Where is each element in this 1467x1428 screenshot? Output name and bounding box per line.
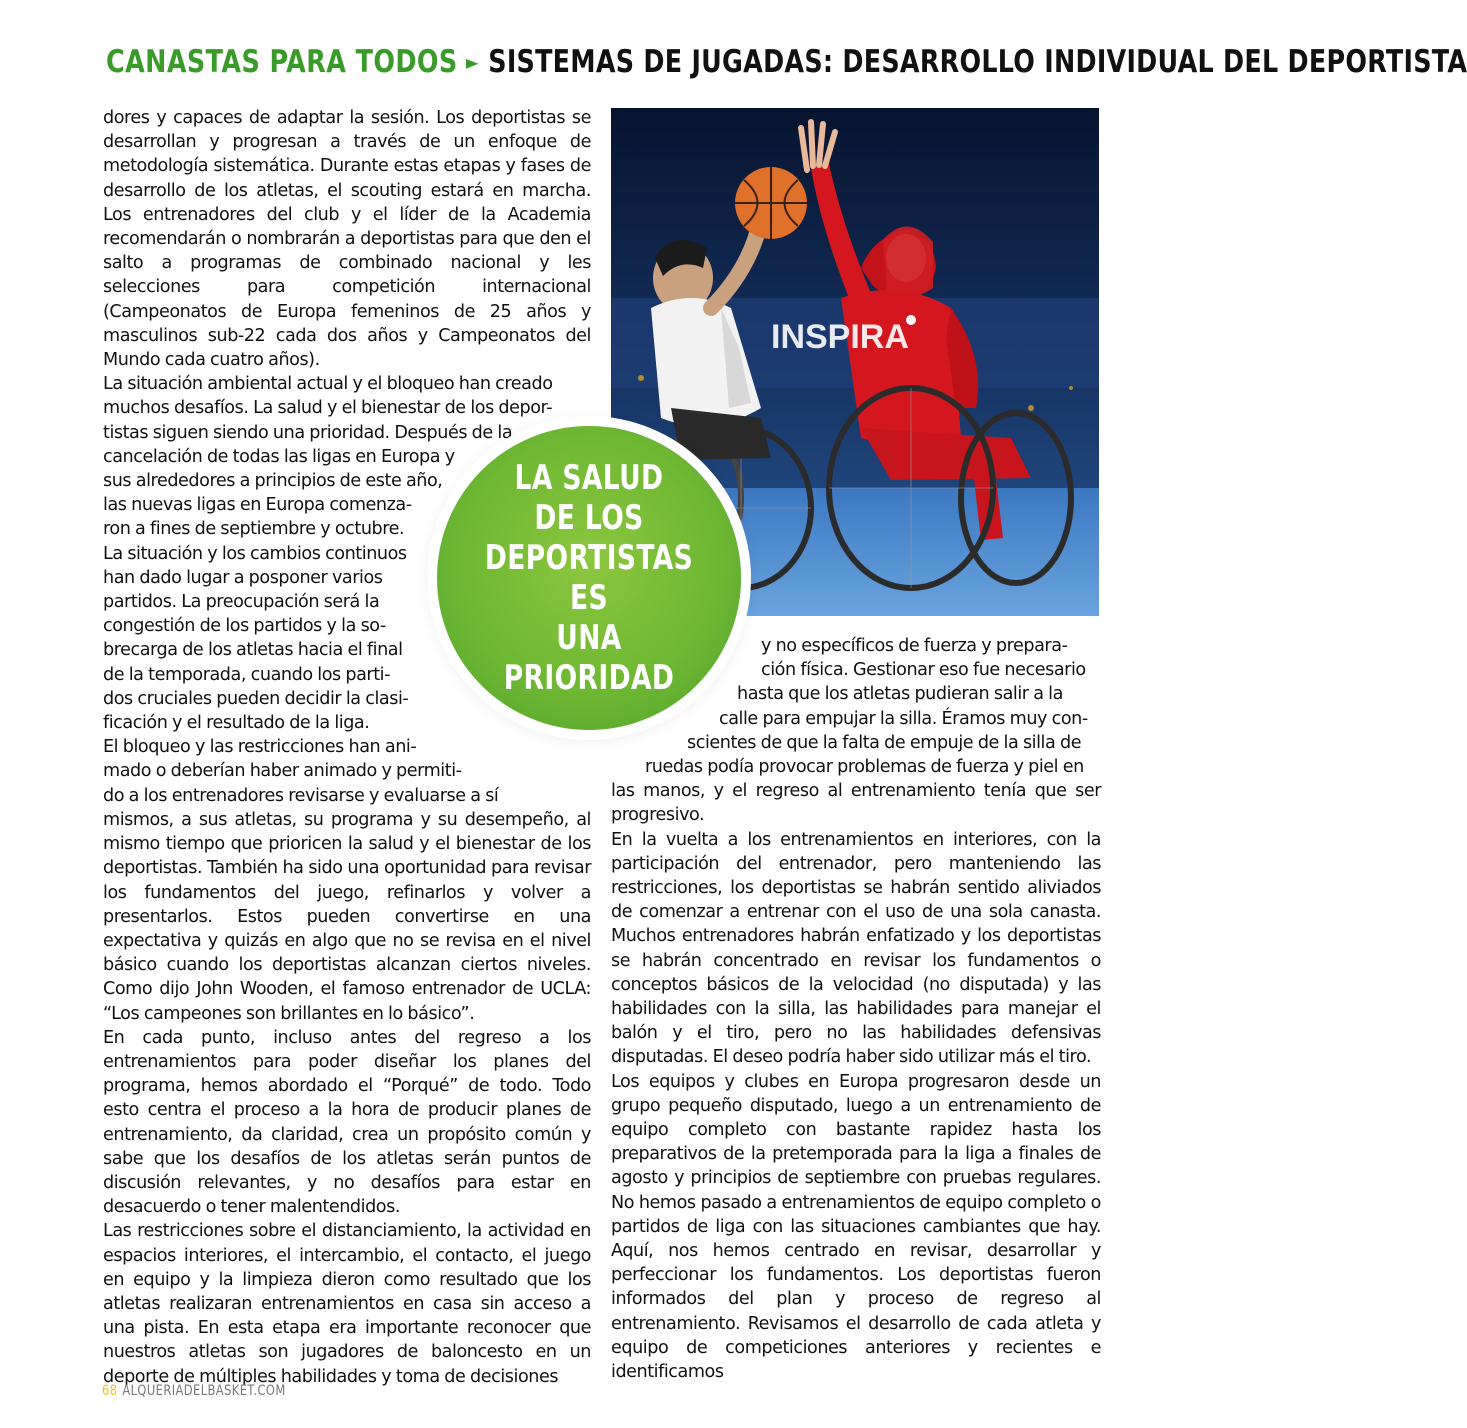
text-block: las manos, y el regreso al entrenamiento tenía que ser progresivo. bbox=[611, 781, 1101, 826]
text-line: congestión de los partidos y la so- bbox=[103, 616, 386, 637]
text-line: partidos. La preocupación será la bbox=[103, 592, 380, 613]
text-line: ficación y el resultado de la liga. bbox=[103, 713, 370, 734]
text-line: do a los entrenadores revisarse y evaluarse a sí bbox=[103, 785, 499, 806]
left-paragraph-6: Las restricciones sobre el distanciamiento, la actividad en espacios interiores, el intercambio, el contacto, el juego en equipo y la limpieza dieron como resultado que los atletas realizaran entrenamientos en casa sin acceso a una pista. En esta etapa era importante reconocer que nuestros atletas son jugadores de baloncesto en un deporte de múltiples habilidades y toma de decisiones bbox=[103, 1221, 591, 1387]
left-paragraph-5: En cada punto, incluso antes del regreso a los entrenamientos para poder diseñar los planes del programa, hemos abordado el “Porqué” de todo. Todo esto centra el proceso a la hora de producir planes de entrenamiento, da claridad, crea un propósito común y sabe que los desafíos de los atletas serán puntos de discusión relevantes, y no desafíos para estar en desacuerdo o tener malentendidos. bbox=[103, 1027, 591, 1218]
pull-quote-line: LA SALUD bbox=[514, 458, 664, 498]
text-line: las nuevas ligas en Europa comenza- bbox=[103, 495, 412, 516]
pull-quote-line: UNA PRIORIDAD bbox=[503, 618, 675, 698]
text-line: muchos desafíos. La salud y el bienestar de los depor- bbox=[103, 398, 553, 419]
text-line: de la temporada, cuando los parti- bbox=[103, 664, 390, 685]
text-line: La situación ambiental actual y el bloqueo han creado bbox=[103, 374, 553, 395]
right-paragraph-1 bbox=[611, 634, 1101, 828]
right-column bbox=[611, 634, 1101, 1384]
text-line: La situación y los cambios continuos bbox=[103, 543, 407, 564]
page-footer bbox=[102, 1383, 286, 1399]
banner-text: INSPIRA bbox=[771, 318, 909, 356]
text-block: mismos, a sus atletas, su programa y su desempeño, al mismo tiempo que prioricen la salud y el bienestar de los deportistas. También ha sido una oportunidad para revisar los fundamentos del juego, refinarlos y volver a presentarlos. Estos pueden convertirse en una expectativa y quizás en algo que no se revisa en el nivel básico cuando los deportistas alcanzan ciertos niveles. Como dijo John Wooden, el famoso entrenador de UCLA: “Los campeones son brillantes en lo básico”. bbox=[103, 809, 591, 1024]
text-line: dos cruciales pueden decidir la clasi- bbox=[103, 688, 409, 709]
right-paragraph-3: Los equipos y clubes en Europa progresaron desde un grupo pequeño disputado, luego a un entrenamiento de equipo completo con bastante rapidez hasta los preparativos de la pretemporada para la liga a finales de agosto y principios de septiembre con pruebas regulares. No hemos pasado a entrenamientos de equipo completo o partidos de liga con las situaciones cambiantes que hay. Aquí, nos hemos centrado en revisar, desarrollar y perfeccionar los fundamentos. Los deportistas fueron informados del plan y proceso de regreso al entrenamiento. Revisamos el desarrollo de cada atleta y equipo de competiciones anteriores y recientes e identificamos bbox=[611, 1071, 1101, 1383]
basketball-icon bbox=[735, 167, 807, 239]
left-column bbox=[103, 106, 591, 1389]
text-line: El bloqueo y las restricciones han ani- bbox=[103, 737, 417, 758]
text-line: y no específicos de fuerza y prepara- bbox=[761, 636, 1068, 656]
text-line: ruedas podía provocar problemas de fuerza y piel en bbox=[645, 757, 1084, 778]
text-line: hasta que los atletas pudieran salir a la bbox=[737, 684, 1063, 705]
text-line: cancelación de todas las ligas en Europa y bbox=[103, 446, 455, 467]
left-paragraph-4 bbox=[103, 735, 591, 1025]
text-line: han dado lugar a posponer varios bbox=[103, 567, 383, 588]
text-line: mado o deberían haber animado y permiti- bbox=[103, 761, 462, 782]
right-paragraph-2: En la vuelta a los entrenamientos en interiores, con la participación del entrenador, pero manteniendo las restricciones, los deportistas se habrán sentido aliviados de comenzar a entrenar con el uso de una sola canasta. Muchos entrenadores habrán enfatizado y los deportistas se habrán concentrado en revisar los fundamentos o conceptos básicos de la velocidad (no disputada) y las habilidades con la silla, las habilidades para manejar el balón y el tiro, pero no las habilidades defensivas disputadas. El deseo podría haber sido utilizar más el tiro. bbox=[611, 829, 1101, 1068]
page-number: 68 bbox=[102, 1383, 118, 1399]
pull-quote-line: DEPORTISTAS ES bbox=[484, 538, 694, 618]
text-line: tistas siguen siendo una prioridad. Después de la bbox=[103, 422, 513, 443]
page-header bbox=[106, 40, 1467, 84]
text-line: calle para empujar la silla. Éramos muy con- bbox=[719, 708, 1088, 729]
article-title: SISTEMAS DE JUGADAS: DESARROLLO INDIVIDUAL DEL DEPORTISTA bbox=[488, 44, 1467, 80]
section-label: CANASTAS PARA TODOS bbox=[106, 44, 458, 80]
pull-quote-line: DE LOS bbox=[534, 498, 644, 538]
text-line: ron a fines de septiembre y octubre. bbox=[103, 519, 405, 540]
text-line: brecarga de los atletas hacia el final bbox=[103, 640, 403, 661]
text-line: sus alrededores a principios de este año, bbox=[103, 471, 443, 492]
arrow-right-icon: ► bbox=[465, 50, 479, 74]
website-url: ALQUERIADELBASKET.COM bbox=[122, 1383, 286, 1399]
left-paragraph-1: dores y capaces de adaptar la sesión. Los deportistas se desarrollan y progresan a través de un enfoque de metodología sistemática. Durante estas etapas y fases de desarrollo de los atletas, el scouting estará en marcha. Los entrenadores del club y el líder de la Academia recomendarán o nombrarán a deportistas para que den el salto a programas de combinado nacional y les selecciones para competición internacional (Campeonatos de Europa femeninos de 25 años y masculinos sub-22 cada dos años y Campeonatos del Mundo cada cuatro años). bbox=[103, 108, 591, 371]
text-line: scientes de que la falta de empuje de la silla de bbox=[687, 732, 1082, 753]
text-line: ción física. Gestionar eso fue necesario bbox=[761, 660, 1086, 681]
